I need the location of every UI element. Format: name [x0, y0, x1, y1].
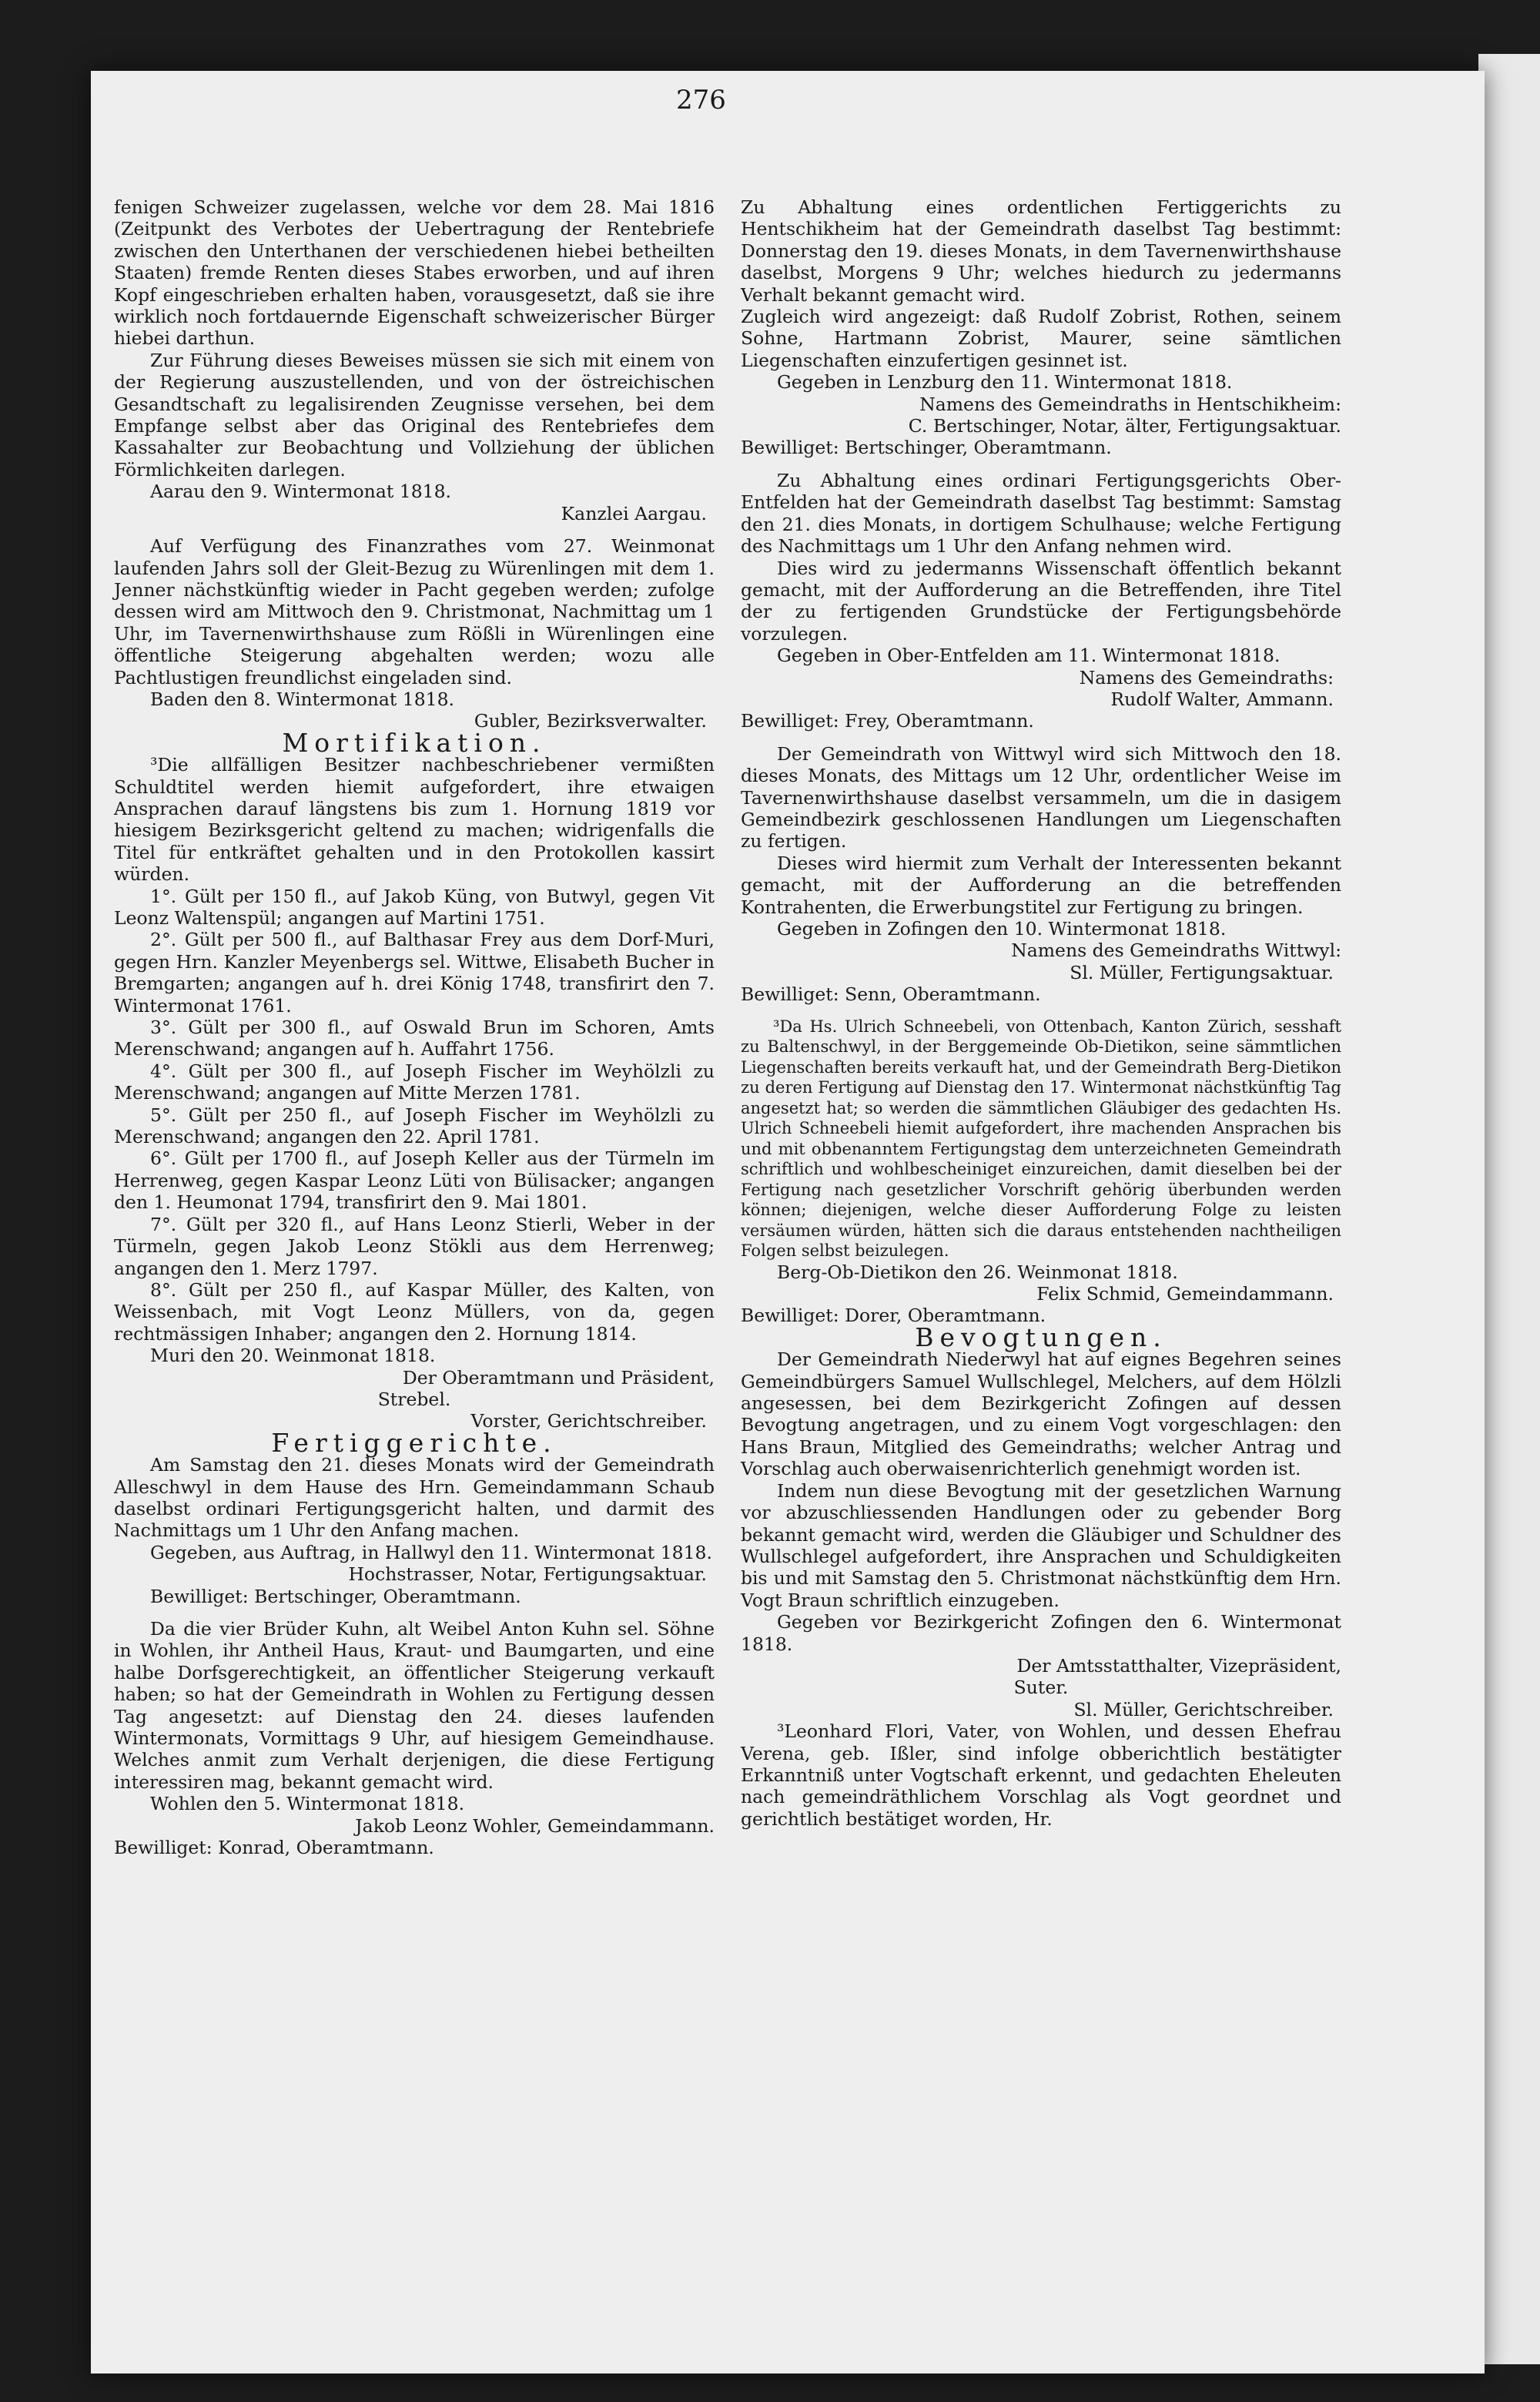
page-number: 276 — [676, 85, 726, 116]
right-column-paragraph: Der Amtsstatthalter, Vizepräsident, — [1016, 1654, 1341, 1677]
left-column-paragraph: ³Die allfälligen Besitzer nachbeschriebener vermißten Schuldtitel werden hiemit aufgefordert, ihre etwaigen Ansprachen darauf längstens bis zum 1. Hornung 1819 vor hiesigem Bezirksgericht geltend zu machen; widrigenfalls die Titel für entkräftet gehalten und in den Protokollen kassirt würden. — [114, 754, 715, 886]
right-column-paragraph: Felix Schmid, Gemeindammann. — [1036, 1283, 1334, 1305]
left-column-paragraph: 3°. Gült per 300 fl., auf Oswald Brun im Schoren, Amts Merenschwand; angangen auf h. Auffahrt 1756. — [114, 1017, 715, 1060]
right-column-paragraph: Suter. — [1013, 1677, 1069, 1699]
right-column-paragraph: Namens des Gemeindraths Wittwyl: — [1011, 940, 1341, 962]
left-column-paragraph: Hochstrasser, Notar, Fertigungsaktuar. — [348, 1563, 707, 1586]
right-column-paragraph: Namens des Gemeindraths: — [1079, 666, 1334, 688]
left-column-paragraph: Strebel. — [377, 1388, 451, 1410]
right-column-paragraph: Berg-Ob-Dietikon den 26. Weinmonat 1818. — [777, 1261, 1178, 1283]
right-column-paragraph: C. Bertschinger, Notar, älter, Fertigungsaktuar. — [908, 415, 1341, 437]
right-column-paragraph: Gegeben vor Bezirkgericht Zofingen den 6. Wintermonat 1818. — [741, 1611, 1341, 1655]
left-column-paragraph: 2°. Gült per 500 fl., auf Balthasar Frey aus dem Dorf-Muri, gegen Hrn. Kanzler Meyenbergs sel. Wittwe, Elisabeth Bucher in Bremgarten; angangen auf h. drei König 1748, transfirirt den 7. Wintermonat 1761. — [114, 929, 715, 1017]
left-column-paragraph: Der Oberamtmann und Präsident, — [402, 1366, 715, 1389]
left-column-paragraph: Aarau den 9. Wintermonat 1818. — [150, 481, 452, 503]
left-column-paragraph: 8°. Gült per 250 fl., auf Kaspar Müller, des Kalten, von Weissenbach, mit Vogt Leonz Müllers, von da, gegen rechtmässigen Inhaber; angangen den 2. Hornung 1814. — [114, 1278, 715, 1345]
right-column-paragraph: Bewilliget: Bertschinger, Oberamtmann. — [741, 437, 1112, 459]
left-column-paragraph: Am Samstag den 21. dieses Monats wird der Gemeindrath Alleschwyl in dem Hause des Hrn. Gemeindammann Schaub daselbst ordinari Fertigungsgericht halten, und darmit des Nachmittags um 1 Uhr den Anfang machen. — [114, 1454, 715, 1542]
left-column-paragraph: Zur Führung dieses Beweises müssen sie sich mit einem von der Regierung auszustellenden, und von der östreichischen Gesandtschaft zu legalisirenden Zeugnisse versehen, bei dem Empfange selbst aber das Original des Rentebriefes dem Kassahalter zur Beobachtung und Vollziehung der üblichen Förmlichkeiten darlegen. — [114, 349, 715, 481]
right-column-paragraph: Bewilliget: Dorer, Oberamtmann. — [741, 1305, 1046, 1327]
right-column-paragraph: Zugleich wird angezeigt: daß Rudolf Zobrist, Rothen, seinem Sohne, Hartmann Zobrist, Maurer, seine sämtlichen Liegenschaften einzufertigen gesinnet ist. — [741, 306, 1341, 371]
right-column-paragraph: Gegeben in Zofingen den 10. Wintermonat 1818. — [777, 918, 1227, 940]
left-column-paragraph — [114, 1607, 715, 1618]
left-column-paragraph: 6°. Gült per 1700 fl., auf Joseph Keller aus der Türmeln im Herrenweg, gegen Kaspar Leonz Lüti von Bülisacker; angangen den 1. Heumonat 1794, transfirirt den 9. Mai 1801. — [114, 1147, 715, 1214]
left-column-paragraph: fenigen Schweizer zugelassen, welche vor dem 28. Mai 1816 (Zeitpunkt des Verbotes der Uebertragung der Rentebriefe zwischen den Unterthanen der verschiedenen hiebei betheilten Staaten) fremde Renten dieses Stabes erworben, und auf ihren Kopf eingeschrieben erhalten haben, vorausgesetzt, daß sie ihre wirklich noch fortdauernde Eigenschaft schweizerischer Bürger hiebei darthun. — [114, 196, 715, 350]
right-column — [741, 196, 1341, 1830]
left-column-paragraph: Baden den 8. Wintermonat 1818. — [150, 688, 455, 710]
left-column-paragraph: Bewilliget: Bertschinger, Oberamtmann. — [150, 1585, 521, 1607]
right-column-paragraph — [741, 1006, 1341, 1017]
left-column-paragraph: Gubler, Bezirksverwalter. — [474, 710, 707, 732]
left-column-paragraph: Bewilliget: Konrad, Oberamtmann. — [114, 1837, 434, 1859]
right-column-paragraph: ³Da Hs. Ulrich Schneebeli, von Ottenbach, Kanton Zürich, sesshaft zu Baltenschwyl, in der Berggemeinde Ob-Dietikon, seine sämmtlichen Liegenschaften bereits verkauft hat, und der Gemeindrath Berg-Dietikon zu deren Fertigung auf Dienstag den 17. Wintermonat nächstkünftig Tag angesetzt hat; so werden die sämmtlichen Gläubiger des gedachten Hs. Ulrich Schneebeli hiemit aufgefordert, ihre machenden Ansprachen bis und mit obbenanntem Fertigungstag dem unterzeichneten Gemeindrath schriftlich und wohlbescheiniget einzureichen, damit dieselben bei der Fertigung nach gesetzlicher Vorschrift gehörig überbunden werden können; diejenigen, welche dieser Aufforderung Folge zu leisten versäumen würden, hätten sich die daraus entstehenden nachtheiligen Folgen selbst beizulegen. — [741, 1017, 1341, 1261]
left-column — [114, 196, 715, 1858]
left-column-paragraph: 5°. Gült per 250 fl., auf Joseph Fischer im Weyhölzli zu Merenschwand; angangen den 22. April 1781. — [114, 1104, 715, 1148]
right-column-paragraph: Der Gemeindrath Niederwyl hat auf eignes Begehren seines Gemeindbürgers Samuel Wullschlegel, Melchers, auf dem Hölzli angesessen, bei dem Bezirkgericht Zofingen auf dessen Bevogtung angetragen, und zu einem Vogt vorgeschlagen: den Hans Braun, Mitglied des Gemeindraths; welcher Antrag und Vorschlag auch oberwaisenrichterlich genehmigt worden ist. — [741, 1348, 1341, 1480]
right-column-paragraph: Dieses wird hiermit zum Verhalt der Interessenten bekannt gemacht, mit der Aufforderung an die betreffenden Kontrahenten, die Erwerbungstitel zur Fertigung zu bringen. — [741, 852, 1341, 918]
right-column-paragraph: Namens des Gemeindraths in Hentschikheim: — [919, 393, 1341, 415]
right-column-paragraph: Sl. Müller, Fertigungsaktuar. — [1070, 961, 1334, 983]
left-column-paragraph: Da die vier Brüder Kuhn, alt Weibel Anton Kuhn sel. Söhne in Wohlen, ihr Antheil Haus, Kraut- und Baumgarten, und eine halbe Dorfsgerechtigkeit, an öffentlicher Steigerung verkauft haben; so hat der Gemeindrath in Wohlen zu Fertigung dessen Tag angesetzt: auf Dienstag den 24. dieses laufenden Wintermonats, Vormittags 9 Uhr, auf hiesigem Gemeindhause. Welches anmit zum Verhalt derjenigen, die diese Fertigung interessiren mag, bekannt gemacht wird. — [114, 1618, 715, 1793]
right-column-paragraph: Gegeben in Ober-Entfelden am 11. Wintermonat 1818. — [777, 645, 1281, 667]
left-column-paragraph: Gegeben, aus Auftrag, in Hallwyl den 11. Wintermonat 1818. — [150, 1541, 712, 1563]
adjacent-page-edge — [1478, 54, 1540, 2364]
left-column-paragraph: Auf Verfügung des Finanzrathes vom 27. Weinmonat laufenden Jahrs soll der Gleit-Bezug zu Würenlingen mit dem 1. Jenner nächstkünftig wieder in Pacht gegeben werden; zufolge dessen wird am Mittwoch den 9. Christmonat, Nachmittag um 1 Uhr, im Tavernenwirthshause zum Rößli in Würenlingen eine öffentliche Steigerung abgehalten werden; wozu alle Pachtlustigen freundlichst eingeladen sind. — [114, 535, 715, 688]
right-column-paragraph: Bewilliget: Senn, Oberamtmann. — [741, 983, 1041, 1006]
left-column-paragraph: 4°. Gült per 300 fl., auf Joseph Fischer im Weyhölzli zu Merenschwand; angangen auf Mitte Merzen 1781. — [114, 1060, 715, 1104]
right-column-paragraph — [741, 459, 1341, 470]
right-column-paragraph: Zu Abhaltung eines ordinari Fertigungsgerichts Ober-Entfelden hat der Gemeindrath daselbst Tag bestimmt: Samstag den 21. dies Monats, in dortigem Schulhause; welche Fertigung des Nachmittags um 1 Uhr den Anfang nehmen wird. — [741, 469, 1341, 558]
left-column-paragraph: Jakob Leonz Wohler, Gemeindammann. — [355, 1814, 715, 1837]
left-column-paragraph: Vorster, Gerichtschreiber. — [470, 1410, 707, 1432]
right-column-paragraph: Sl. Müller, Gerichtschreiber. — [1073, 1698, 1334, 1720]
right-column-paragraph: Gegeben in Lenzburg den 11. Wintermonat 1818. — [777, 371, 1233, 394]
right-column-paragraph: Rudolf Walter, Ammann. — [1110, 688, 1334, 710]
right-column-paragraph: ³Leonhard Flori, Vater, von Wohlen, und dessen Ehefrau Verena, geb. Ißler, sind infolge obberichtlich bestätigter Erkanntniß unter Vogtschaft erkennt, und gedachten Eheleuten nach gemeindräthlichem Vorschlag als Vogt geordnet und gerichtlich bestätiget worden, Hr. — [741, 1720, 1341, 1830]
left-column-paragraph: Mortifikation. — [282, 727, 547, 758]
left-column-paragraph: Muri den 20. Weinmonat 1818. — [150, 1345, 436, 1367]
right-column-paragraph: Der Gemeindrath von Wittwyl wird sich Mittwoch den 18. dieses Monats, des Mittags um 12 Uhr, ordentlicher Weise im Tavernenwirthshause daselbst versammeln, um die in dasigem Gemeindbezirk geschlossenen Handlungen um Liegenschaften zu fertigen. — [741, 742, 1341, 853]
right-column-paragraph — [741, 732, 1341, 743]
left-column-paragraph — [114, 524, 715, 535]
left-column-paragraph: Wohlen den 5. Wintermonat 1818. — [150, 1793, 465, 1815]
left-column-paragraph: 1°. Gült per 150 fl., auf Jakob Küng, von Butwyl, gegen Vit Leonz Waltenspül; angangen auf Martini 1751. — [114, 885, 715, 929]
left-column-paragraph: 7°. Gült per 320 fl., auf Hans Leonz Stierli, Weber in der Türmeln, gegen Jakob Leonz Stökli aus dem Herrenweg; angangen den 1. Merz 1797. — [114, 1213, 715, 1279]
right-column-paragraph: Bewilliget: Frey, Oberamtmann. — [741, 710, 1034, 732]
left-column-paragraph: Fertiggerichte. — [271, 1427, 557, 1458]
right-column-paragraph: Zu Abhaltung eines ordentlichen Fertiggerichts zu Hentschikheim hat der Gemeindrath daselbst Tag bestimmt: Donnerstag den 19. dieses Monats, in dem Tavernenwirthshause daselbst, Morgens 9 Uhr; welches hiedurch zu jedermanns Verhalt bekannt gemacht wird. — [741, 196, 1341, 306]
right-column-paragraph: Indem nun diese Bevogtung mit der gesetzlichen Warnung vor abzuschliessenden Handlungen oder zu gebender Borg bekannt gemacht wird, werden die Gläubiger und Schuldner des Wullschlegel aufgefordert, ihre Ansprachen und Schuldigkeiten bis und mit Samstag den 5. Christmonat nächstkünftig dem Hrn. Vogt Braun schriftlich einzugeben. — [741, 1479, 1341, 1611]
right-column-paragraph: Bevogtungen. — [915, 1322, 1167, 1352]
left-column-paragraph: Kanzlei Aargau. — [561, 502, 707, 524]
right-column-paragraph: Dies wird zu jedermanns Wissenschaft öffentlich bekannt gemacht, mit der Aufforderung an die Betreffenden, ihre Titel der zu fertigenden Grundstücke der Fertigungsbehörde vorzulegen. — [741, 557, 1341, 645]
